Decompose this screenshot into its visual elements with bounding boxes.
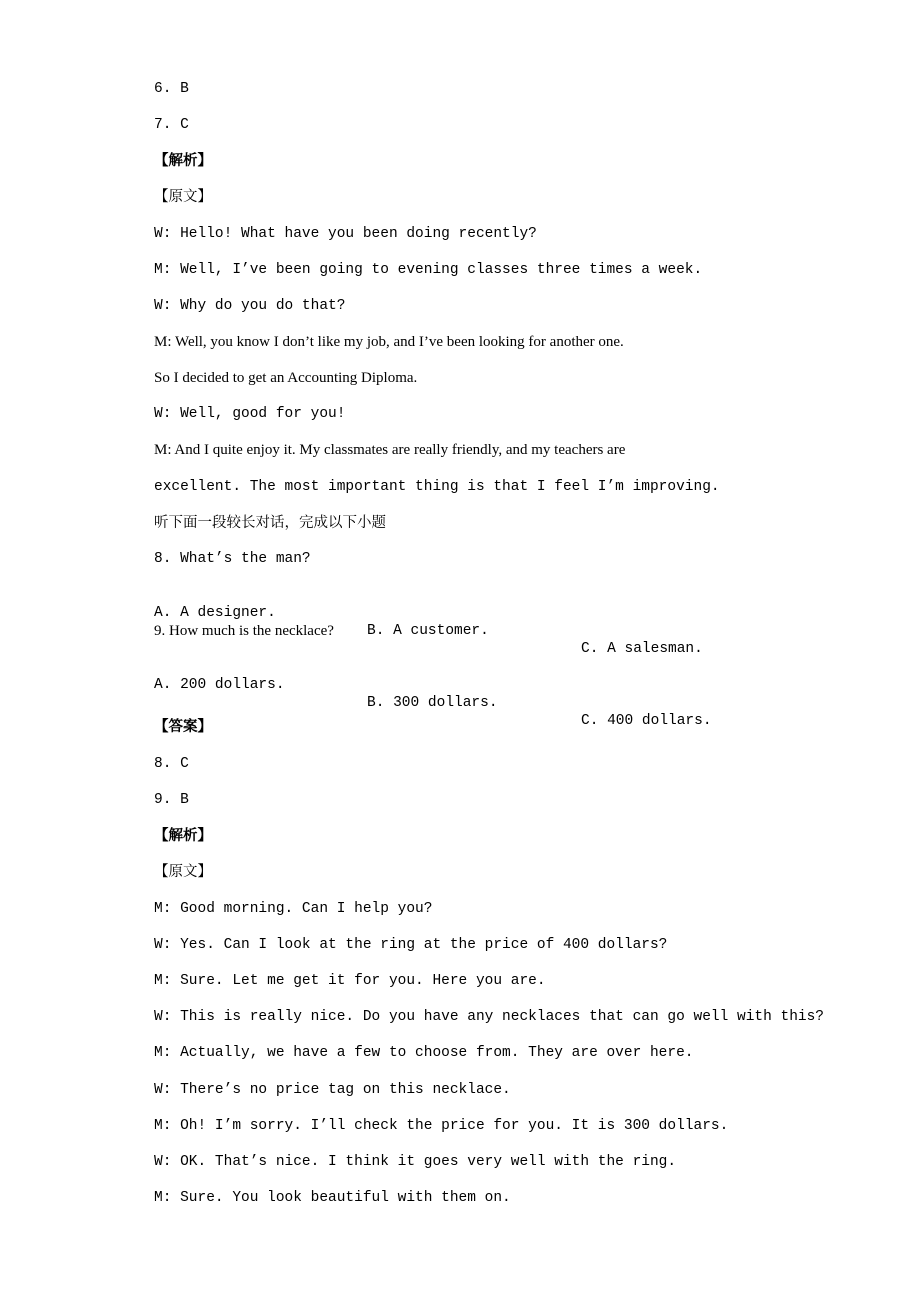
dialogue-line: M: Well, I’ve been going to evening classes three times a week. bbox=[154, 262, 703, 278]
listening-instruction: 听下面一段较长对话，完成以下小题 bbox=[154, 515, 386, 531]
answer-8: 8. C bbox=[154, 756, 189, 772]
analysis-heading: 【解析】 bbox=[154, 153, 212, 169]
answer-6: 6. B bbox=[154, 81, 189, 97]
dialogue-line: M: Actually, we have a few to choose from. They are over here. bbox=[154, 1045, 694, 1061]
option-c: C. A salesman. bbox=[581, 641, 703, 657]
answer-9: 9. B bbox=[154, 792, 189, 808]
dialogue-line: W: Well, good for you! bbox=[154, 406, 346, 422]
question-9-stem: 9. How much is the necklace? bbox=[154, 623, 334, 639]
dialogue-line: W: OK. That’s nice. I think it goes very well with the ring. bbox=[154, 1154, 677, 1170]
answer-7: 7. C bbox=[154, 117, 189, 133]
dialogue-line: M: Oh! I’m sorry. I’ll check the price for you. It is 300 dollars. bbox=[154, 1118, 729, 1134]
analysis-heading: 【解析】 bbox=[154, 828, 212, 844]
question-9-options bbox=[154, 658, 754, 748]
dialogue-line: W: Yes. Can I look at the ring at the price of 400 dollars? bbox=[154, 937, 668, 953]
dialogue-line: M: Sure. Let me get it for you. Here you are. bbox=[154, 973, 546, 989]
option-b: B. 300 dollars. bbox=[367, 695, 498, 711]
dialogue-line: M: Sure. You look beautiful with them on. bbox=[154, 1190, 511, 1206]
option-c: C. 400 dollars. bbox=[581, 713, 712, 729]
transcript-heading: 【原文】 bbox=[154, 864, 212, 880]
dialogue-line: W: Hello! What have you been doing recently? bbox=[154, 226, 537, 242]
answer-heading: 【答案】 bbox=[154, 719, 212, 735]
dialogue-line: So I decided to get an Accounting Diploma. bbox=[154, 370, 418, 386]
dialogue-line: W: This is really nice. Do you have any necklaces that can go well with this? bbox=[154, 1009, 825, 1025]
dialogue-line: W: Why do you do that? bbox=[154, 298, 346, 314]
dialogue-line: excellent. The most important thing is that I feel I’m improving. bbox=[154, 479, 720, 495]
option-a: A. A designer. bbox=[154, 605, 276, 621]
option-b: B. A customer. bbox=[367, 623, 489, 639]
dialogue-line: M: And I quite enjoy it. My classmates are really friendly, and my teachers are bbox=[154, 442, 626, 458]
option-a: A. 200 dollars. bbox=[154, 677, 285, 693]
dialogue-line: M: Well, you know I don’t like my job, and I’ve been looking for another one. bbox=[154, 334, 624, 350]
transcript-heading: 【原文】 bbox=[154, 189, 212, 205]
dialogue-line: W: There’s no price tag on this necklace. bbox=[154, 1082, 511, 1098]
dialogue-line: M: Good morning. Can I help you? bbox=[154, 901, 433, 917]
question-8-stem: 8. What’s the man? bbox=[154, 551, 311, 567]
